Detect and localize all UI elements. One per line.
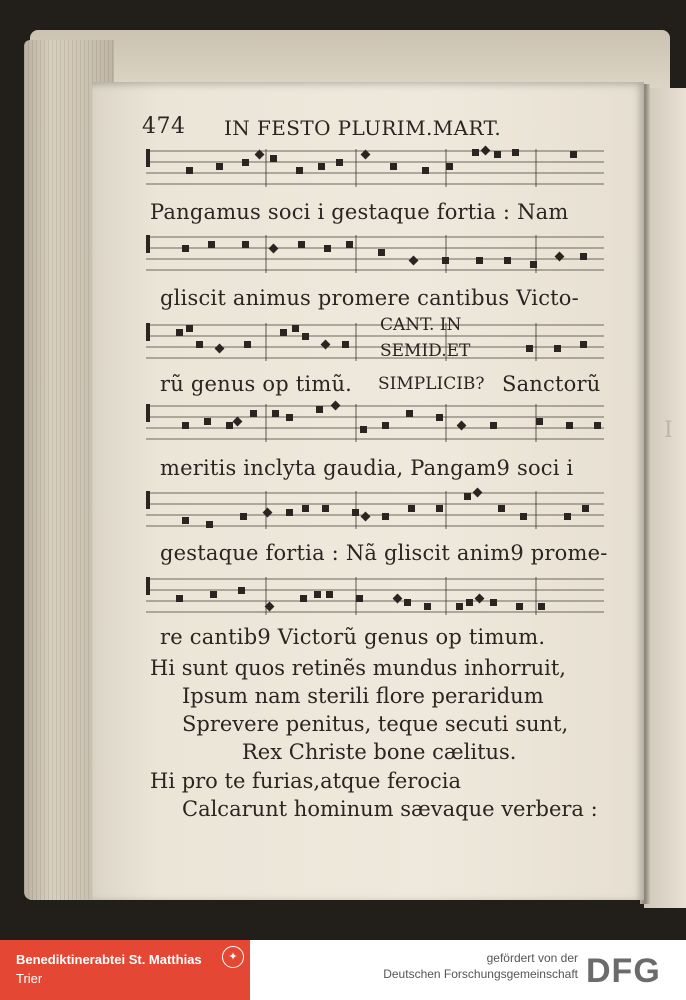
chant-note — [314, 591, 321, 598]
dfg-logo[interactable]: DFG — [586, 952, 661, 990]
chant-note — [331, 401, 341, 411]
chant-note — [233, 417, 243, 427]
lyric-line-3-tail: Sanctorũ — [502, 372, 601, 396]
rubric-line-1: CANT. IN — [380, 315, 462, 335]
chant-note — [208, 241, 215, 248]
chant-note — [346, 241, 353, 248]
chant-note — [404, 599, 411, 606]
music-staff-2 — [146, 231, 604, 281]
verse-line-2: Ipsum nam sterili flore peraridum — [182, 684, 544, 708]
chant-note — [321, 340, 331, 350]
chant-note — [409, 256, 419, 266]
chant-note — [393, 594, 403, 604]
chant-note — [564, 513, 571, 520]
chant-note — [536, 418, 543, 425]
chant-note — [512, 149, 519, 156]
facing-page-mark: I — [664, 418, 673, 443]
clef-mark — [146, 404, 150, 422]
chant-note — [446, 163, 453, 170]
chant-note — [182, 517, 189, 524]
chant-note — [269, 244, 279, 254]
lyric-line-5: gestaque fortia : Nã gliscit anim9 prome- — [160, 541, 608, 565]
staff-svg — [146, 145, 604, 195]
chant-note — [555, 252, 565, 262]
chant-note — [594, 422, 601, 429]
chant-note — [206, 521, 213, 528]
lyric-line-3: rũ genus op timũ. — [160, 372, 353, 396]
chant-note — [570, 151, 577, 158]
chant-note — [408, 505, 415, 512]
chant-note — [296, 167, 303, 174]
chant-note — [352, 509, 359, 516]
chant-note — [318, 163, 325, 170]
chant-note — [342, 341, 349, 348]
chant-note — [424, 603, 431, 610]
staff-svg — [146, 487, 604, 537]
chant-note — [422, 167, 429, 174]
staff-svg — [146, 319, 604, 369]
chant-note — [378, 249, 385, 256]
chant-note — [280, 329, 287, 336]
chant-note — [326, 591, 333, 598]
chant-note — [263, 508, 273, 518]
abbey-seal-icon: ✦ — [222, 946, 244, 968]
chant-note — [504, 257, 511, 264]
chant-note — [250, 410, 257, 417]
chant-note — [538, 603, 545, 610]
chant-note — [215, 344, 225, 354]
staff-svg — [146, 400, 604, 450]
chant-note — [436, 414, 443, 421]
chant-note — [286, 414, 293, 421]
chant-note — [186, 325, 193, 332]
book-top-edge — [30, 30, 670, 90]
chant-note — [582, 505, 589, 512]
chant-note — [382, 422, 389, 429]
chant-note — [176, 329, 183, 336]
chant-note — [516, 603, 523, 610]
chant-note — [580, 253, 587, 260]
lyric-line-4: meritis inclyta gaudia, Pangam9 soci i — [160, 456, 574, 480]
chant-note — [498, 505, 505, 512]
chant-note — [302, 333, 309, 340]
verse-line-4: Rex Christe bone cælitus. — [242, 740, 517, 764]
facing-page — [644, 88, 686, 908]
page-number: 474 — [142, 114, 186, 139]
funding-notice — [383, 950, 578, 982]
staff-svg — [146, 231, 604, 281]
chant-note — [436, 505, 443, 512]
clef-mark — [146, 235, 150, 253]
verse-line-3: Sprevere penitus, teque secuti sunt, — [182, 712, 569, 736]
chant-note — [298, 241, 305, 248]
lyric-line-1: Pangamus soci i gestaque fortia : Nam — [150, 200, 569, 224]
chant-note — [196, 341, 203, 348]
music-staff-5 — [146, 487, 604, 537]
chant-note — [240, 513, 247, 520]
chant-note — [464, 493, 471, 500]
chant-note — [456, 603, 463, 610]
chant-note — [481, 146, 491, 156]
chant-note — [476, 257, 483, 264]
chant-note — [182, 422, 189, 429]
chant-note — [300, 595, 307, 602]
music-staff-6 — [146, 573, 604, 623]
clef-mark — [146, 577, 150, 595]
chant-note — [204, 418, 211, 425]
funding-line-1: gefördert von der — [486, 951, 578, 965]
funding-line-2: Deutschen Forschungsgemeinschaft — [383, 967, 578, 981]
verse-line-6: Calcarunt hominum sævaque verbera : — [182, 797, 598, 821]
rubric-line-2: SEMID.ET — [380, 341, 471, 361]
chant-note — [442, 257, 449, 264]
chant-note — [473, 488, 483, 498]
chant-note — [382, 513, 389, 520]
chant-note — [322, 505, 329, 512]
clef-mark — [146, 323, 150, 341]
chant-note — [530, 261, 537, 268]
chant-note — [176, 595, 183, 602]
chant-note — [292, 325, 299, 332]
institution-city: Trier — [16, 971, 43, 986]
chant-note — [242, 159, 249, 166]
verse-line-1: Hi sunt quos retinẽs mundus inhorruit, — [150, 656, 566, 680]
chant-note — [182, 245, 189, 252]
chant-note — [406, 410, 413, 417]
chant-note — [520, 513, 527, 520]
chant-note — [494, 151, 501, 158]
clef-mark — [146, 491, 150, 509]
chant-note — [286, 509, 293, 516]
chant-note — [226, 422, 233, 429]
chant-note — [580, 341, 587, 348]
chant-note — [238, 587, 245, 594]
chant-note — [526, 345, 533, 352]
chant-note — [186, 167, 193, 174]
chant-note — [361, 512, 371, 522]
running-head: IN FESTO PLURIM.MART. — [224, 116, 502, 140]
rubric-line-3: SIMPLICIB? — [378, 374, 485, 394]
lyric-line-6: re cantib9 Victorũ genus op timum. — [160, 625, 546, 649]
institution-banner[interactable] — [0, 940, 250, 1000]
chant-note — [336, 159, 343, 166]
chant-note — [216, 163, 223, 170]
chant-note — [324, 245, 331, 252]
chant-note — [457, 421, 467, 431]
chant-note — [316, 406, 323, 413]
chant-note — [270, 155, 277, 162]
chant-note — [210, 591, 217, 598]
chant-note — [242, 241, 249, 248]
chant-note — [490, 599, 497, 606]
chant-note — [472, 149, 479, 156]
chant-note — [360, 426, 367, 433]
chant-note — [272, 410, 279, 417]
staff-svg — [146, 573, 604, 623]
music-staff-3 — [146, 319, 604, 369]
verse-line-5: Hi pro te furias,atque ferocia — [150, 769, 461, 793]
music-staff-4 — [146, 400, 604, 450]
chant-note — [475, 594, 485, 604]
chant-note — [466, 599, 473, 606]
clef-mark — [146, 149, 150, 167]
chant-note — [554, 345, 561, 352]
lyric-line-2: gliscit animus promere cantibus Victo- — [160, 286, 579, 310]
chant-note — [302, 505, 309, 512]
chant-note — [390, 163, 397, 170]
music-staff-1 — [146, 145, 604, 195]
institution-name: Benediktinerabtei St. Matthias — [16, 952, 202, 967]
chant-note — [244, 341, 251, 348]
chant-note — [566, 422, 573, 429]
viewer-footer — [0, 940, 686, 1000]
chant-note — [356, 595, 363, 602]
chant-note — [490, 422, 497, 429]
